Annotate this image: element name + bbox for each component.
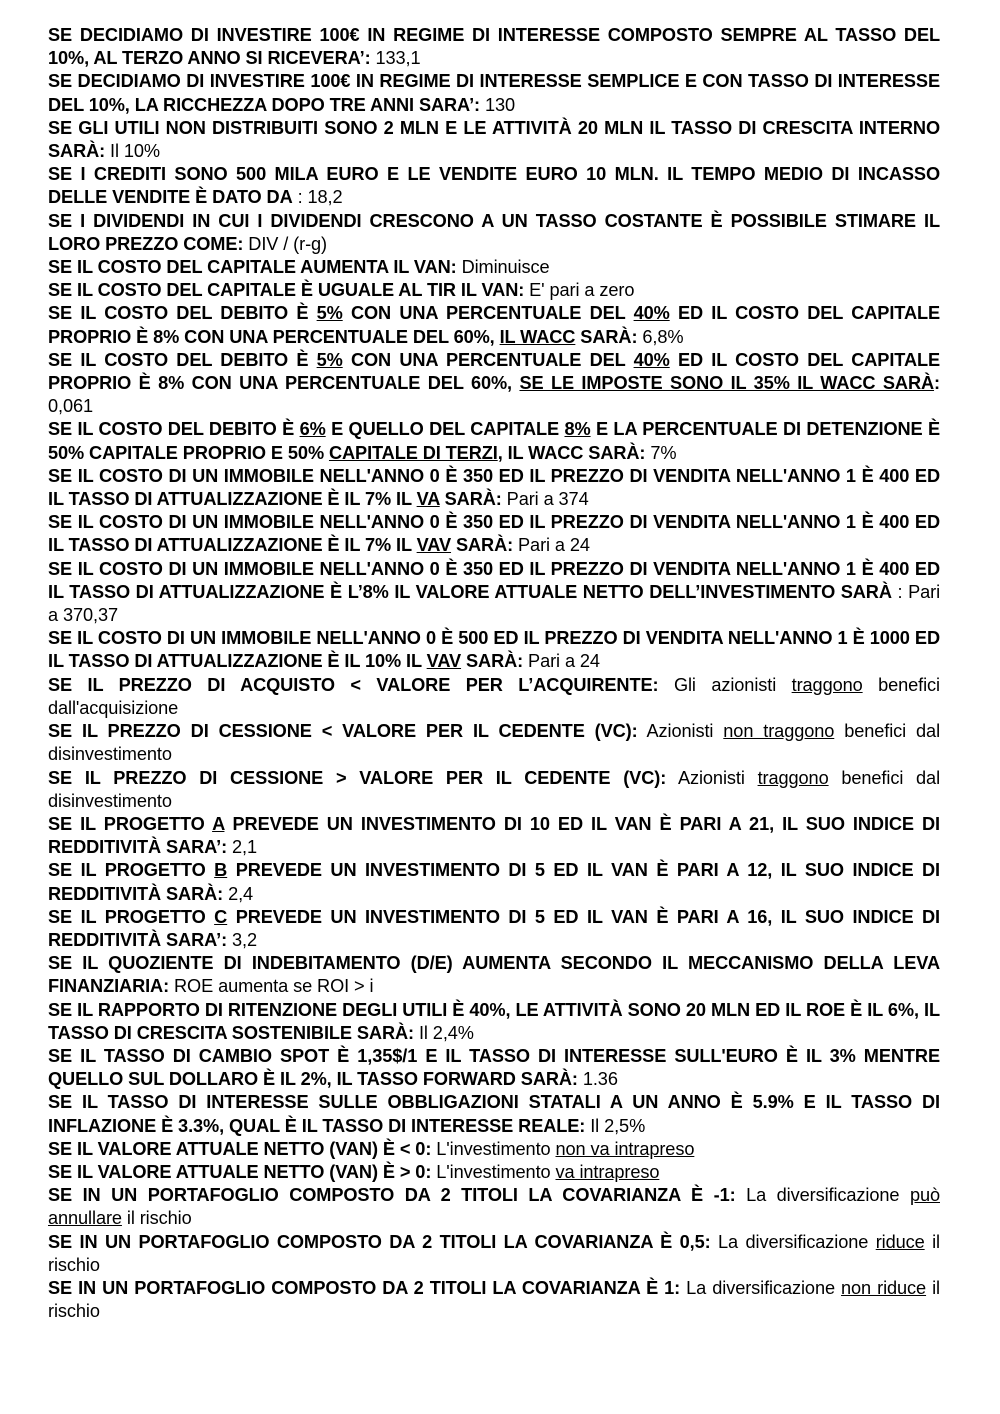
answer-text: 6,8% xyxy=(642,326,684,347)
qa-item xyxy=(48,1277,940,1323)
answer-underlined: va intrapreso xyxy=(555,1161,660,1182)
answer-underlined: non va intrapreso xyxy=(555,1138,695,1159)
question-text: E LA PERCENTUALE DI DETENZIONE È 50% CAPITALE PROPRIO E 50% xyxy=(48,419,941,463)
question-text: SE IL PREZZO DI CESSIONE > VALORE PER IL CEDENTE (VC): xyxy=(48,767,667,788)
qa-item xyxy=(48,465,940,511)
question-text: CON UNA PERCENTUALE DEL xyxy=(342,349,634,370)
document-body xyxy=(48,24,940,1323)
answer-text: Azionisti xyxy=(646,721,724,742)
answer-text: L'investimento xyxy=(436,1161,556,1182)
qa-item xyxy=(48,302,940,348)
answer-underlined: può annullare xyxy=(48,1185,940,1229)
answer-text: 133,1 xyxy=(375,48,421,69)
answer-text: Il 10% xyxy=(110,141,160,162)
question-underlined: VA xyxy=(416,489,440,510)
answer-text: La diversificazione xyxy=(686,1277,842,1298)
answer-text: ROE aumenta se ROI > i xyxy=(174,976,374,997)
answer-text: 3,2 xyxy=(232,929,258,950)
question-text: SE IL TASSO DI INTERESSE SULLE OBBLIGAZIONI STATALI A UN ANNO È 5.9% E IL TASSO DI INFLAZIONE È 3.3%, QUAL È IL TASSO DI INTERESSE REALE: xyxy=(48,1092,940,1136)
question-text: PREVEDE UN INVESTIMENTO DI 10 ED IL VAN È PARI A 21, IL SUO INDICE DI REDDITIVITÀ SARA’: xyxy=(48,813,940,858)
question-text: SE IL PROGETTO xyxy=(48,813,213,834)
qa-item xyxy=(48,24,940,70)
qa-item xyxy=(48,720,940,766)
answer-text: 7% xyxy=(650,442,677,463)
question-underlined: VAV xyxy=(416,535,452,556)
question-text: SE I CREDITI SONO 500 MILA EURO E LE VENDITE EURO 10 MLN. IL TEMPO MEDIO DI INCASSO DELLE VENDITE È DATO DA xyxy=(48,164,940,208)
answer-text: 1.36 xyxy=(582,1069,618,1090)
qa-item xyxy=(48,70,940,116)
answer-text: 130 xyxy=(484,94,515,115)
qa-item xyxy=(48,117,940,163)
question-underlined: A xyxy=(212,813,225,834)
question-text: SARÀ: xyxy=(439,489,502,510)
answer-text: Gli azionisti xyxy=(673,674,792,695)
question-text: SE IL PROGETTO xyxy=(48,860,215,881)
question-text: SE DECIDIAMO DI INVESTIRE 100€ IN REGIME DI INTERESSE SEMPLICE E CON TASSO DI INTERESSE DEL 10%, LA RICCHEZZA DOPO TRE ANNI SARA’: xyxy=(48,71,940,115)
question-text: SE GLI UTILI NON DISTRIBUITI SONO 2 MLN E LE ATTIVITÀ 20 MLN IL TASSO DI CRESCITA INTERNO SARÀ: xyxy=(48,117,940,162)
question-text: E QUELLO DEL CAPITALE xyxy=(325,419,565,440)
question-text: ED IL COSTO DEL CAPITALE PROPRIO È 8% CON UNA PERCENTUALE DEL 60%, xyxy=(48,349,941,394)
question-text: SARÀ: xyxy=(461,651,524,672)
answer-text: : Pari a 370,37 xyxy=(48,581,941,626)
question-underlined: CAPITALE DI TERZI xyxy=(328,442,498,463)
question-text: SE IL COSTO DI UN IMMOBILE NELL'ANNO 0 È 350 ED IL PREZZO DI VENDITA NELL'ANNO 1 È 400 ED IL TASSO DI ATTUALIZZAZIONE È IL 7% IL xyxy=(48,512,940,556)
answer-text: il rischio xyxy=(48,1231,940,1275)
question-underlined: 8% xyxy=(564,419,591,440)
answer-text: 0,061 xyxy=(48,396,94,417)
answer-text: La diversificazione xyxy=(746,1185,910,1206)
answer-text: Il 2,4% xyxy=(418,1022,474,1043)
question-text: SE IL COSTO DEL CAPITALE AUMENTA IL VAN: xyxy=(48,257,457,278)
question-text: SE IL COSTO DI UN IMMOBILE NELL'ANNO 0 È 350 ED IL PREZZO DI VENDITA NELL'ANNO 1 È 400 ED IL TASSO DI ATTUALIZZAZIONE È L’8% IL VALORE ATTUALE NETTO DELL’INVESTIMENTO SARÀ xyxy=(48,558,940,602)
qa-item xyxy=(48,952,940,998)
question-text: SE IL COSTO DI UN IMMOBILE NELL'ANNO 0 È 500 ED IL PREZZO DI VENDITA NELL'ANNO 1 È 1000 ED IL TASSO DI ATTUALIZZAZIONE È IL 10% IL xyxy=(48,628,940,672)
qa-item xyxy=(48,859,940,905)
answer-text: Il 2,5% xyxy=(590,1115,646,1136)
question-text: SE DECIDIAMO DI INVESTIRE 100€ IN REGIME DI INTERESSE COMPOSTO SEMPRE AL TASSO DEL 10%, AL TERZO ANNO SI RICEVERA’: xyxy=(48,25,940,69)
question-text: SE IL COSTO DEL DEBITO È xyxy=(48,349,317,370)
question-underlined: IL WACC xyxy=(499,326,576,347)
question-underlined: 40% xyxy=(633,303,670,324)
answer-underlined: riduce xyxy=(875,1231,925,1252)
answer-text: Diminuisce xyxy=(461,257,550,278)
question-text: SE IL COSTO DEL CAPITALE È UGUALE AL TIR IL VAN: xyxy=(48,280,525,301)
question-text: SARÀ: xyxy=(451,535,514,556)
question-text: SE IL TASSO DI CAMBIO SPOT È 1,35$/1 E IL TASSO DI INTERESSE SULL'EURO È IL 3% MENTRE QUELLO SUL DOLLARO È IL 2%, IL TASSO FORWARD SARÀ: xyxy=(48,1045,940,1090)
answer-text: Azionisti xyxy=(677,767,758,788)
question-underlined: B xyxy=(214,860,228,881)
question-underlined: SE LE IMPOSTE SONO IL 35% IL WACC SARÀ xyxy=(519,373,935,394)
question-text: SE IN UN PORTAFOGLIO COMPOSTO DA 2 TITOLI LA COVARIANZA È 1: xyxy=(48,1277,681,1298)
qa-item xyxy=(48,906,940,952)
question-text: SE IL COSTO DI UN IMMOBILE NELL'ANNO 0 È 350 ED IL PREZZO DI VENDITA NELL'ANNO 1 È 400 ED IL TASSO DI ATTUALIZZAZIONE È IL 7% IL xyxy=(48,465,940,510)
qa-item xyxy=(48,813,940,859)
question-underlined: C xyxy=(214,906,228,927)
answer-text: : 18,2 xyxy=(297,187,343,208)
question-text: SE IL QUOZIENTE DI INDEBITAMENTO (D/E) AUMENTA SECONDO IL MECCANISMO DELLA LEVA FINANZIARIA: xyxy=(48,953,940,997)
answer-text: 2,4 xyxy=(228,883,254,904)
question-text: ED IL COSTO DEL CAPITALE PROPRIO È 8% CON UNA PERCENTUALE DEL 60%, xyxy=(48,303,941,347)
qa-item xyxy=(48,511,940,557)
qa-item xyxy=(48,1045,940,1091)
question-text: SE IL PREZZO DI ACQUISTO < VALORE PER L’ACQUIRENTE: xyxy=(48,674,659,695)
answer-underlined: non riduce xyxy=(841,1277,927,1298)
question-text: SE IL COSTO DEL DEBITO È xyxy=(48,303,317,324)
question-text: PREVEDE UN INVESTIMENTO DI 5 ED IL VAN È PARI A 12, IL SUO INDICE DI REDDITIVITÀ SARÀ: xyxy=(48,860,941,904)
answer-text: La diversificazione xyxy=(718,1231,876,1252)
question-text: SE IL VALORE ATTUALE NETTO (VAN) È < 0: xyxy=(48,1138,432,1159)
qa-item xyxy=(48,349,940,419)
question-underlined: 5% xyxy=(316,303,343,324)
qa-item xyxy=(48,1161,940,1184)
answer-text: il rischio xyxy=(121,1208,192,1229)
question-underlined: 5% xyxy=(316,349,343,370)
answer-underlined: traggono xyxy=(791,674,863,695)
qa-item xyxy=(48,1184,940,1230)
question-text: PREVEDE UN INVESTIMENTO DI 5 ED IL VAN È PARI A 16, IL SUO INDICE DI REDDITIVITÀ SARA’: xyxy=(48,906,941,950)
qa-item xyxy=(48,1138,940,1161)
question-text: SE IN UN PORTAFOGLIO COMPOSTO DA 2 TITOLI LA COVARIANZA È 0,5: xyxy=(48,1231,711,1252)
qa-item xyxy=(48,999,940,1045)
qa-item xyxy=(48,627,940,673)
question-text: SE IL PREZZO DI CESSIONE < VALORE PER IL CEDENTE (VC): xyxy=(48,721,638,742)
question-text: SE IN UN PORTAFOGLIO COMPOSTO DA 2 TITOLI LA COVARIANZA È -1: xyxy=(48,1185,736,1206)
answer-text: L'investimento xyxy=(436,1138,556,1159)
qa-item xyxy=(48,210,940,256)
question-underlined: 40% xyxy=(633,349,670,370)
answer-text: benefici dall'acquisizione xyxy=(48,674,940,718)
question-text: : xyxy=(934,373,940,394)
qa-item xyxy=(48,1231,940,1277)
answer-text: E' pari a zero xyxy=(529,280,635,301)
answer-text: DIV / (r-g) xyxy=(248,233,328,254)
answer-text: il rischio xyxy=(48,1277,940,1322)
question-underlined: 6% xyxy=(299,419,326,440)
question-text: SE IL COSTO DEL DEBITO È xyxy=(48,419,300,440)
question-underlined: VAV xyxy=(426,651,462,672)
answer-text: Pari a 24 xyxy=(528,651,600,672)
question-text: , IL WACC SARÀ: xyxy=(497,442,646,463)
answer-text: Pari a 374 xyxy=(506,489,589,510)
qa-item xyxy=(48,674,940,720)
qa-item xyxy=(48,418,940,464)
question-text: SE IL VALORE ATTUALE NETTO (VAN) È > 0: xyxy=(48,1161,432,1182)
question-text: SE IL PROGETTO xyxy=(48,906,215,927)
question-text: SE IL RAPPORTO DI RITENZIONE DEGLI UTILI È 40%, LE ATTIVITÀ SONO 20 MLN ED IL ROE È IL 6%, IL TASSO DI CRESCITA SOSTENIBILE SARÀ: xyxy=(48,999,940,1043)
qa-item xyxy=(48,1091,940,1137)
qa-item xyxy=(48,558,940,628)
qa-item xyxy=(48,767,940,813)
answer-underlined: non traggono xyxy=(723,721,835,742)
answer-underlined: traggono xyxy=(757,767,829,788)
question-text: SE I DIVIDENDI IN CUI I DIVIDENDI CRESCONO A UN TASSO COSTANTE È POSSIBILE STIMARE IL LORO PREZZO COME: xyxy=(48,210,940,254)
qa-item xyxy=(48,256,940,279)
answer-text: Pari a 24 xyxy=(518,535,590,556)
answer-text: benefici dal disinvestimento xyxy=(48,767,941,811)
qa-item xyxy=(48,279,940,302)
question-text: SARÀ: xyxy=(575,326,638,347)
answer-text: benefici dal disinvestimento xyxy=(48,721,941,765)
qa-item xyxy=(48,163,940,209)
answer-text: 2,1 xyxy=(232,837,258,858)
question-text: CON UNA PERCENTUALE DEL xyxy=(342,303,634,324)
